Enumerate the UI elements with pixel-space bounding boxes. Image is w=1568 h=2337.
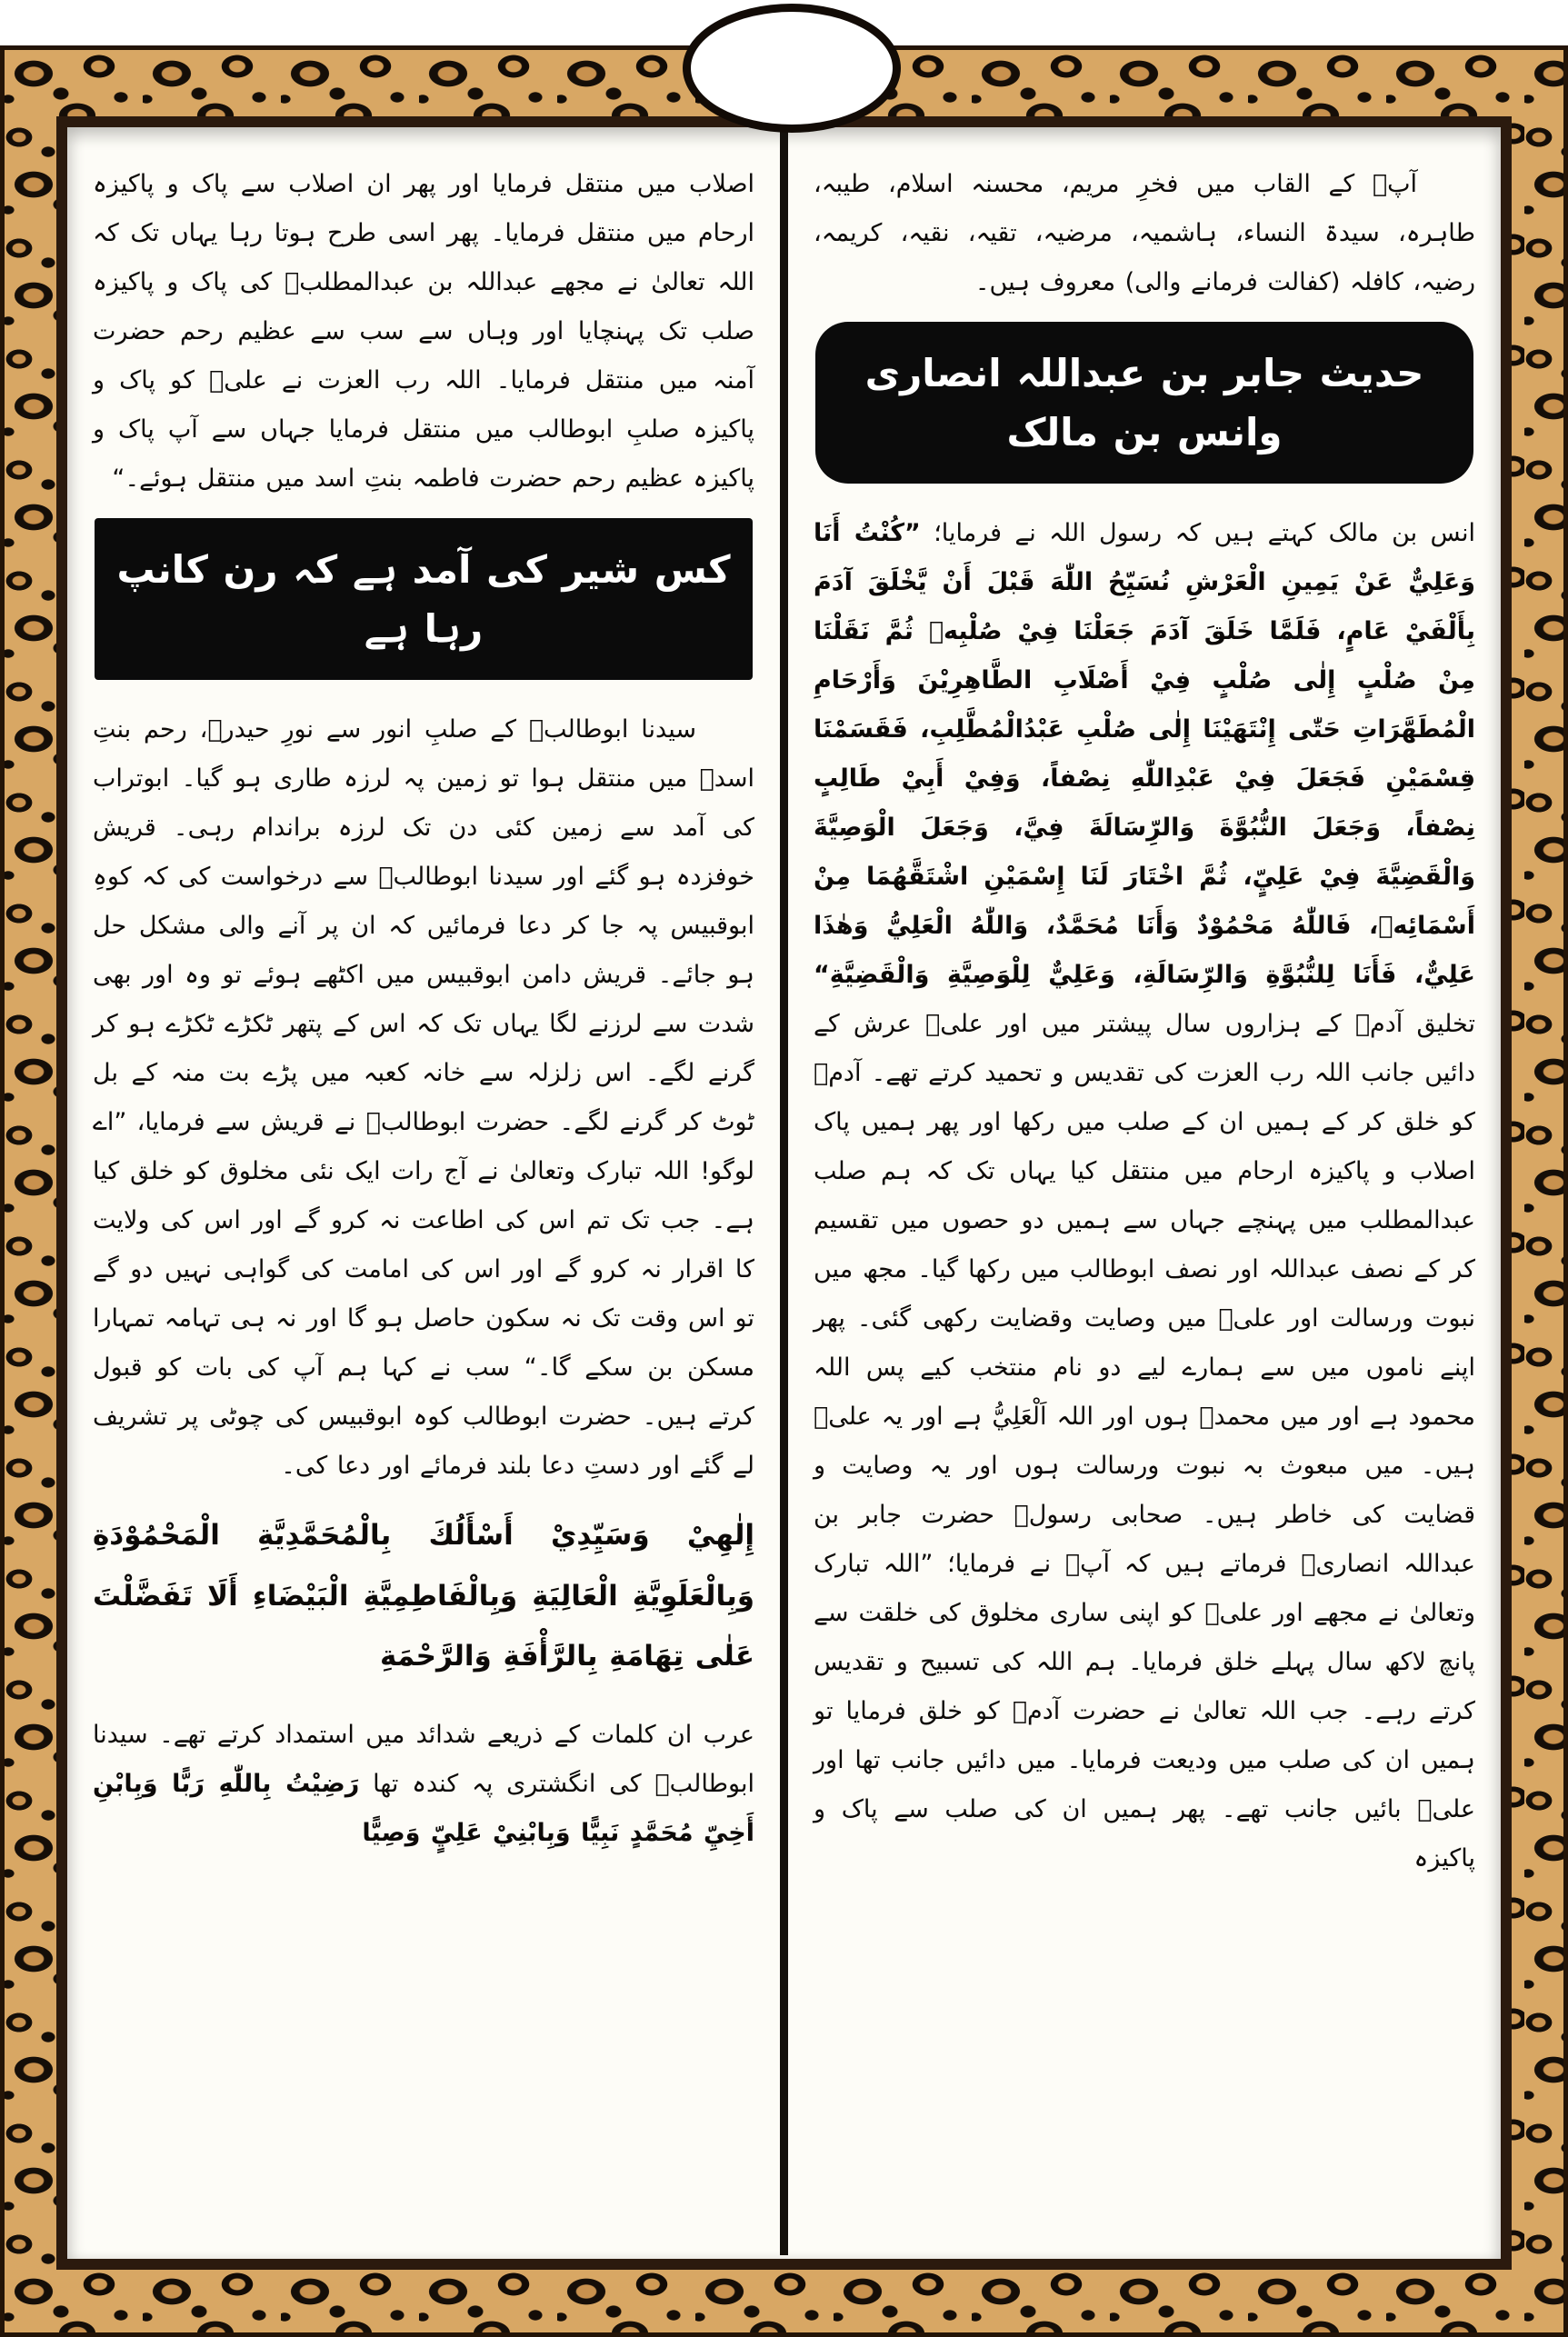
hadith-arabic-text: ”كُنْتُ أَنَا وَعَلِيٌّ عَنْ يَمِينِ الْعَرْشِ نُسَبِّحُ اللّٰهَ قَبْلَ أَنْ يَّخْلَقَ آدَمَ بِأَلْفَيْ عَامٍ، فَلَمَّا خَلَقَ آدَمَ جَعَلْنَا فِيْ صُلْبِهٖ ثُمَّ نَقَلْنَا مِنْ صُلْبٍ إِلٰى صُلْبٍ فِيْ أَصْلَابِ الطَّاهِرِيْنَ وَأَرْحَامِ الْمُطَهَّرَاتِ حَتّٰى إِنْتَهَيْنَا إِلٰى صُلْبِ عَبْدُالْمُطَّلِبِ، فَقَسَمْنَا قِسْمَيْنِ فَجَعَلَ فِيْ عَبْدِاللّٰهِ نِصْفاً، وَفِيْ أَبِيْ طَالِبٍ نِصْفاً، وَجَعَلَ النُّبُوَّةَ وَالرِّسَالَةَ فِيَّ، وَجَعَلَ الْوَصِيَّةَ وَالْقَضِيَّةَ فِيْ عَلِيٍّ، ثُمَّ اخْتَارَ لَنَا إِسْمَيْنِ اشْتَقَّهُمَا مِنْ أَسْمَائِهٖ، فَاللّٰهُ مَحْمُوْدٌ وَأَنَا مُحَمَّدٌ، وَاللّٰهُ الْعَلِيُّ وَهٰذَا عَلِيٌّ، فَأَنَا لِلنُّبُوَّةِ وَالرِّسَالَةِ، وَعَلِيٌّ لِلْوَصِيَّةِ وَالْقَضِيَّةِ“ [814,519,1475,990]
closing-paragraph [93,1711,754,1858]
right-intro-paragraph: آپؑ کے القاب میں فخرِ مریم، محسنہ اسلام، طیبہ، طاہرہ، سیدۃ النساء، ہاشمیہ، مرضیہ، تقیہ، نقیہ، کریمہ، رضیہ، کافلہ (کفالت فرمانے والی) معروف ہیں۔ [814,170,1475,296]
dua-arabic-paragraph: إِلٰهِيْ وَسَيِّدِيْ أَسْأَلُكَ بِالْمُحَمَّدِيَّةِ الْمَحْمُوْدَةِ وَبِالْعَلَوِيَّةِ الْعَالِيَةِ وَبِالْفَاطِمِيَّةِ الْبَيْضَاءِ أَلَا تَفَضَّلْتَ عَلٰى تِهَامَةِ بِالرَّأْفَةِ وَالرَّحْمَةِ [93,1519,754,1673]
closing-urdu-text: عرب ان کلمات کے ذریعے شدائد میں استمداد کرتے تھے۔ سیدنا ابوطالبؑ کی انگشتری پہ کندہ تھا [93,1721,754,1799]
narrator-line: انس بن مالک کہتے ہیں کہ رسول اللہ نے فرمایا؛ [934,519,1475,548]
hadith-header-title: حدیث جابر بن عبداللہ انصاری وانس بن مالک [864,351,1424,455]
column-left [67,127,780,2259]
lion-header-bar [95,518,753,680]
hadith-urdu-translation: تخلیق آدمؑ کے ہزاروں سال پیشتر میں اور علیؑ عرش کے دائیں جانب اللہ رب العزت کی تقدیس و تحمید کرتے تھے۔ آدمؑ کو خلق کر کے ہمیں ان کے صلب میں رکھا اور پھر ہمیں پاک اصلاب و پاکیزہ ارحام میں منتقل کیا یہاں تک کہ ہم صلب عبدالمطلب میں پہنچے جہاں سے ہمیں دو حصوں میں تقسیم کر کے نصف عبداللہ اور نصف ابوطالب میں رکھا گیا۔ مجھ میں نبوت ورسالت اور علیؑ میں وصایت وقضایت رکھی گئی۔ پھر اپنے ناموں میں سے ہمارے لیے دو نام منتخب کیے پس اللہ محمود ہے اور میں محمدؐ ہوں اور اللہ اَلْعَلِيُّ ہے اور یہ علیؑ ہیں۔ میں مبعوث بہ نبوت ورسالت ہوں اور یہ وصایت و قضایت کی خاطر ہیں۔ صحابی رسولؐ حضرت جابر بن عبداللہ انصاریؓ فرماتے ہیں کہ آپؐ نے فرمایا؛ ”اللہ تبارک وتعالیٰ نے مجھے اور علیؑ کو اپنی ساری مخلوق کی خلقت سے پانچ لاکھ سال پہلے خلق فرمایا۔ ہم اللہ کی تسبیح و تقدیس کرتے رہے۔ جب اللہ تعالیٰ نے حضرت آدمؑ کو خلق فرمایا تو ہمیں ان کی صلب میں ودیعت فرمایا۔ میں دائیں جانب تھا اور علیؑ بائیں جانب تھے۔ پھر ہمیں ان کی صلب سے پاک و پاکیزہ [814,1010,1475,1873]
content-frame [56,116,1512,2270]
hadith-paragraph [814,509,1475,1883]
top-oval-ornament [683,4,901,133]
birth-story-paragraph: سیدنا ابوطالبؑ کے صلبِ انور سے نورِ حیدرؑ، رحم بنتِ اسدؑ میں منتقل ہوا تو زمین پہ لرزہ طاری ہو گیا۔ ابوتراب کی آمد سے زمین کئی دن تک لرزہ براندام رہی۔ قریش خوفزدہ ہو گئے اور سیدنا ابوطالبؑ سے درخواست کی کہ کوہِ ابوقبیس پہ جا کر دعا فرمائیں کہ ان پر آنے والی مشکل حل ہو جائے۔ قریش دامن ابوقبیس میں اکٹھے ہوئے تو وہ اور بھی شدت سے لرزنے لگا یہاں تک کہ اس کے پتھر ٹکڑے ٹکڑے ہو کر گرنے لگے۔ اس زلزلہ سے خانہ کعبہ میں پڑے بت منہ کے بل ٹوٹ کر گرنے لگے۔ حضرت ابوطالبؑ نے قریش سے فرمایا، ”اے لوگو! اللہ تبارک وتعالیٰ نے آج رات ایک نئی مخلوق کو خلق کیا ہے۔ جب تک تم اس کی اطاعت نہ کرو گے اور اس کی ولایت کا اقرار نہ کرو گے اور اس کی امامت کی گواہی نہیں دو گے تو اس وقت تک نہ سکون حاصل ہو گا اور نہ ہی تہامہ تمہارا مسکن بن سکے گا۔“ سب نے کہا ہم آپ کی بات کو قبول کرتے ہیں۔ حضرت ابوطالب کوہ ابوقبیس کی چوٹی پر تشریف لے گئے اور دستِ دعا بلند فرمائے اور دعا کی۔ [93,715,754,1481]
hadith-header-bar [815,322,1473,484]
column-right [788,127,1501,2259]
lion-header-title: کس شیر کی آمد ہے کہ رن کانپ رہا ہے [116,547,731,652]
left-continuation-paragraph: اصلاب میں منتقل فرمایا اور پھر ان اصلاب سے پاک و پاکیزہ ارحام میں منتقل فرمایا۔ پھر اسی طرح ہوتا رہا یہاں تک کہ اللہ تعالیٰ نے مجھے عبداللہ بن عبدالمطلبؑ کی پاک و پاکیزہ صلب تک پہنچایا اور وہاں سے سب سے عظیم رحم حضرت آمنہ میں منتقل فرمایا۔ اللہ رب العزت نے علیؑ کو پاک و پاکیزہ صلبِ ابوطالب میں منتقل فرمایا جہاں سے آپ پاک و پاکیزہ عظیم رحم حضرت فاطمہ بنتِ اسد میں منتقل ہوئے۔“ [93,170,754,493]
column-divider [780,131,788,2255]
ring-inscription-arabic: رَضِيْتُ بِاللّٰهِ رَبًّا وَبِابْنِ أَخِيِّ مُحَمَّدٍ نَبِيًّا وَبِابْنِيْ عَلِيٍّ وَصِيًّا [93,1770,754,1848]
